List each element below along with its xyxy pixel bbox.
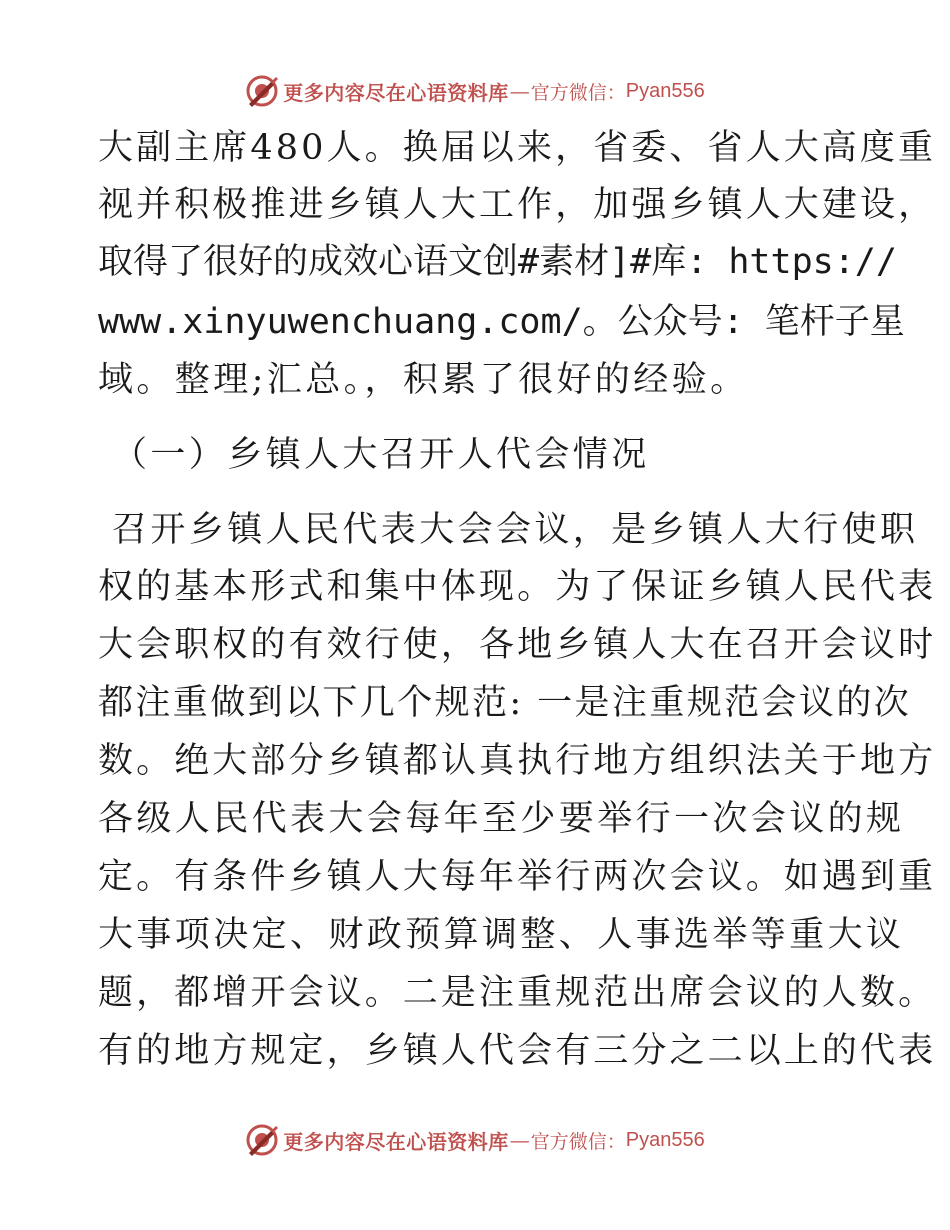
text-line: 权的基本形式和集中体现。为了保证乡镇人民代表 (98, 567, 937, 607)
banner-wechat-label: 官方微信： (530, 1130, 626, 1153)
text-line: 大会职权的有效行使，各地乡镇人大在召开会议时 (98, 625, 937, 665)
text-line: www.xinyuwenchuang.com/。公众号: 笔杆子星 (98, 302, 905, 342)
section-heading: （一）乡镇人大召开人代会情况 (112, 435, 650, 475)
banner-title: 更多内容尽在心语资料库 (283, 80, 509, 105)
text-line: 有的地方规定，乡镇人代会有三分之二以上的代表 (98, 1031, 937, 1071)
text-line: 域。整理;汇总。，积累了很好的经验。 (98, 360, 749, 400)
pen-logo-icon (245, 1123, 279, 1157)
text-line: 定。有条件乡镇人大每年举行两次会议。如遇到重 (98, 857, 937, 897)
text-line: 都注重做到以下几个规范: 一是注重规范会议的次 (98, 683, 912, 723)
banner-wechat-id: Pyan556 (625, 1128, 705, 1151)
pen-logo-icon (245, 74, 279, 108)
banner-title: 更多内容尽在心语资料库 (283, 1129, 509, 1154)
banner-wechat-id: Pyan556 (625, 79, 705, 102)
text-line: 各级人民代表大会每年至少要举行一次会议的规 (98, 799, 905, 839)
text-line: 大事项决定、财政预算调整、人事选举等重大议 (98, 915, 905, 955)
text-line: 取得了很好的成效心语文创#素材]#库: https:// (98, 242, 897, 282)
banner-dash: — (509, 1128, 530, 1152)
banner-dash: — (509, 79, 530, 103)
text-line: 数。绝大部分乡镇都认真执行地方组织法关于地方 (98, 741, 937, 781)
footer-banner (0, 1120, 950, 1160)
text-line: 题，都增开会议。二是注重规范出席会议的人数。 (98, 973, 937, 1013)
text-line: 召开乡镇人民代表大会会议，是乡镇人大行使职 (112, 510, 919, 550)
text-line: 视并积极推进乡镇人大工作，加强乡镇人大建设， (98, 185, 937, 225)
header-banner (0, 71, 950, 111)
banner-wechat-label: 官方微信： (530, 81, 626, 104)
text-line: 大副主席480人。换届以来，省委、省人大高度重 (98, 128, 937, 168)
